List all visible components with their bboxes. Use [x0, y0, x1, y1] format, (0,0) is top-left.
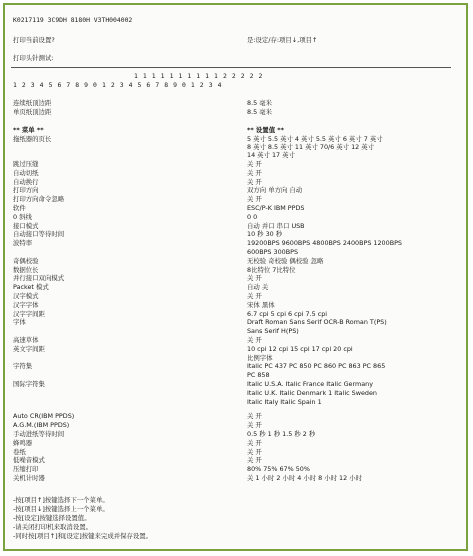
setting-value: 80% 75% 67% 50%: [247, 465, 310, 474]
tear-off-values: 14 英寸 17 英寸: [247, 151, 295, 159]
setting-value: 关 开: [247, 177, 262, 186]
ruler-tens: 1 1 1 1 1 1 1 1 1 1 2 2 2 2 2: [134, 72, 263, 80]
setting-label: 自动接口等待时间: [13, 230, 65, 239]
setting-value: 关 开: [247, 274, 262, 283]
setting-value: Sans Serif H(PS): [247, 327, 299, 336]
value-heading: ** 设置值 **: [247, 126, 284, 134]
setting-label: 汉字字间距: [13, 309, 45, 318]
setting-label: 蜂鸣器: [13, 438, 33, 447]
setting-label: 字符集: [13, 362, 33, 371]
setting-label: 接口模式: [13, 221, 39, 230]
setting-value: 关 开: [247, 421, 262, 430]
setting-label: 字体: [13, 318, 26, 327]
print-settings-value: 是:设定/存:项目↓,项目↑: [247, 36, 318, 44]
setting-value: 关 开: [247, 438, 262, 447]
setting-label: Packet 模式: [13, 283, 49, 292]
setting-label: 并行接口双向模式: [13, 274, 65, 283]
setting-value: Italic U.S.A. Italic France Italic Germany: [247, 380, 373, 388]
setting-label: 连续纸顶边距: [13, 99, 52, 107]
setting-value: PC 858: [247, 371, 270, 380]
setting-label: 0 斜线: [13, 212, 32, 221]
setting-label: A.G.M.(IBM PPDS): [13, 421, 70, 430]
setting-value: 19200BPS 9600BPS 4800BPS 2400BPS 1200BPS: [247, 239, 402, 248]
footer-note: -同时按[项目↑]和[设定]按键来完成并保存设置。: [13, 532, 153, 540]
menu-heading: ** 菜单 **: [13, 126, 44, 134]
setting-value: 双方向 单方向 自动: [247, 186, 303, 195]
setting-value: 8.5 毫米: [247, 108, 272, 116]
setting-label: 打印方向命令忽略: [13, 195, 65, 204]
setting-label: 数据位长: [13, 265, 39, 274]
head-test-line: [11, 67, 451, 68]
setting-value: 关 开: [247, 412, 262, 421]
setting-label: 汉字字体: [13, 300, 39, 309]
printout-page: [11, 10, 460, 544]
setting-value: 无校验 奇校验 偶校验 忽略: [247, 256, 324, 265]
setting-value: 关 开: [247, 336, 262, 344]
setting-label: 英文字间距: [13, 344, 45, 353]
setting-label: 高速草体: [13, 336, 39, 344]
setting-value: Italic Italy Italic Spain 1: [247, 397, 322, 406]
serial-number: K0217119 3C9DH 8180H V3TH004002: [13, 16, 133, 24]
setting-value: Italic U.K. Italic Denmark 1 Italic Sweden: [247, 388, 377, 397]
setting-value: 关 开: [247, 447, 262, 456]
footer-note: -按[项目↑]按键选择下一个菜单。: [13, 496, 109, 504]
setting-value: 8.5 毫米: [247, 99, 272, 107]
head-test-label: 打印头针测试:: [13, 54, 54, 62]
footer-note: -请关闭打印机来取消设置。: [13, 523, 92, 531]
setting-value: 自动 关: [247, 283, 269, 292]
footer-note: -按[设定]按键选择设置值。: [13, 514, 91, 522]
setting-value: 关 开: [247, 168, 262, 177]
setting-label: 奇偶校验: [13, 256, 39, 265]
setting-label: 软件: [13, 204, 26, 212]
footer-note: -按[项目↓]按键选择上一个菜单。: [13, 505, 109, 513]
setting-value: 0.5 秒 1 秒 1.5 秒 2 秒: [247, 430, 316, 438]
tear-off-values: 5 英寸 5.5 英寸 4 英寸 5.5 英寸 6 英寸 7 英寸: [247, 135, 383, 143]
setting-label: 单页纸顶边距: [13, 108, 52, 116]
setting-label: Auto CR(IBM PPDS): [13, 412, 75, 421]
setting-value: 关 开: [247, 456, 262, 465]
setting-label: 压缩打印: [13, 465, 39, 474]
setting-label: 跳过压缝: [13, 160, 39, 168]
setting-label: 低噪音模式: [13, 456, 45, 465]
setting-label: 卷纸: [13, 447, 26, 456]
setting-value: 6.7 cpi 5 cpi 6 cpi 7.5 cpi: [247, 309, 328, 318]
setting-value: 关 开: [247, 160, 262, 168]
setting-value: 10 cpi 12 cpi 15 cpi 17 cpi 20 cpi: [247, 344, 353, 353]
setting-value: Draft Roman Sans Serif OCR-B Roman T(PS): [247, 318, 387, 327]
setting-label: 自动换行: [13, 177, 39, 186]
setting-label: 打印方向: [13, 186, 39, 195]
tear-off-values: 8 英寸 8.5 英寸 11 英寸 70/6 英寸 12 英寸: [247, 143, 375, 151]
setting-value: 宋体 黑体: [247, 300, 275, 309]
tear-off-label: 拖纸器的页长: [13, 135, 52, 143]
setting-value: ESC/P-K IBM PPDS: [247, 204, 305, 212]
setting-label: 关机计时器: [13, 474, 45, 482]
setting-value: 600BPS 300BPS: [247, 248, 299, 256]
setting-label: 汉字模式: [13, 292, 39, 300]
setting-value: 10 秒 30 秒: [247, 230, 283, 239]
setting-value: 关 开: [247, 292, 262, 300]
print-settings-label: 打印当前设置?: [13, 36, 55, 44]
setting-label: 国际字符集: [13, 380, 45, 388]
document-frame: [3, 3, 468, 551]
setting-value: Italic PC 437 PC 850 PC 860 PC 863 PC 865: [247, 362, 386, 371]
setting-value: 比例字体: [247, 353, 273, 362]
setting-label: 手动进纸等待时间: [13, 430, 65, 438]
setting-value: 关 1 小时 2 小时 4 小时 8 小时 12 小时: [247, 474, 363, 482]
setting-value: 自动 并口 串口 USB: [247, 221, 305, 230]
setting-label: 波特率: [13, 239, 33, 248]
setting-value: 关 开: [247, 195, 262, 204]
ruler-units: 1 2 3 4 5 6 7 8 9 0 1 2 3 4 5 6 7 8 9 0 1 2 3 4: [13, 81, 223, 89]
setting-value: 0 0: [247, 212, 258, 221]
setting-label: 自动切纸: [13, 168, 39, 177]
setting-value: 8比特位 7比特位: [247, 265, 296, 274]
